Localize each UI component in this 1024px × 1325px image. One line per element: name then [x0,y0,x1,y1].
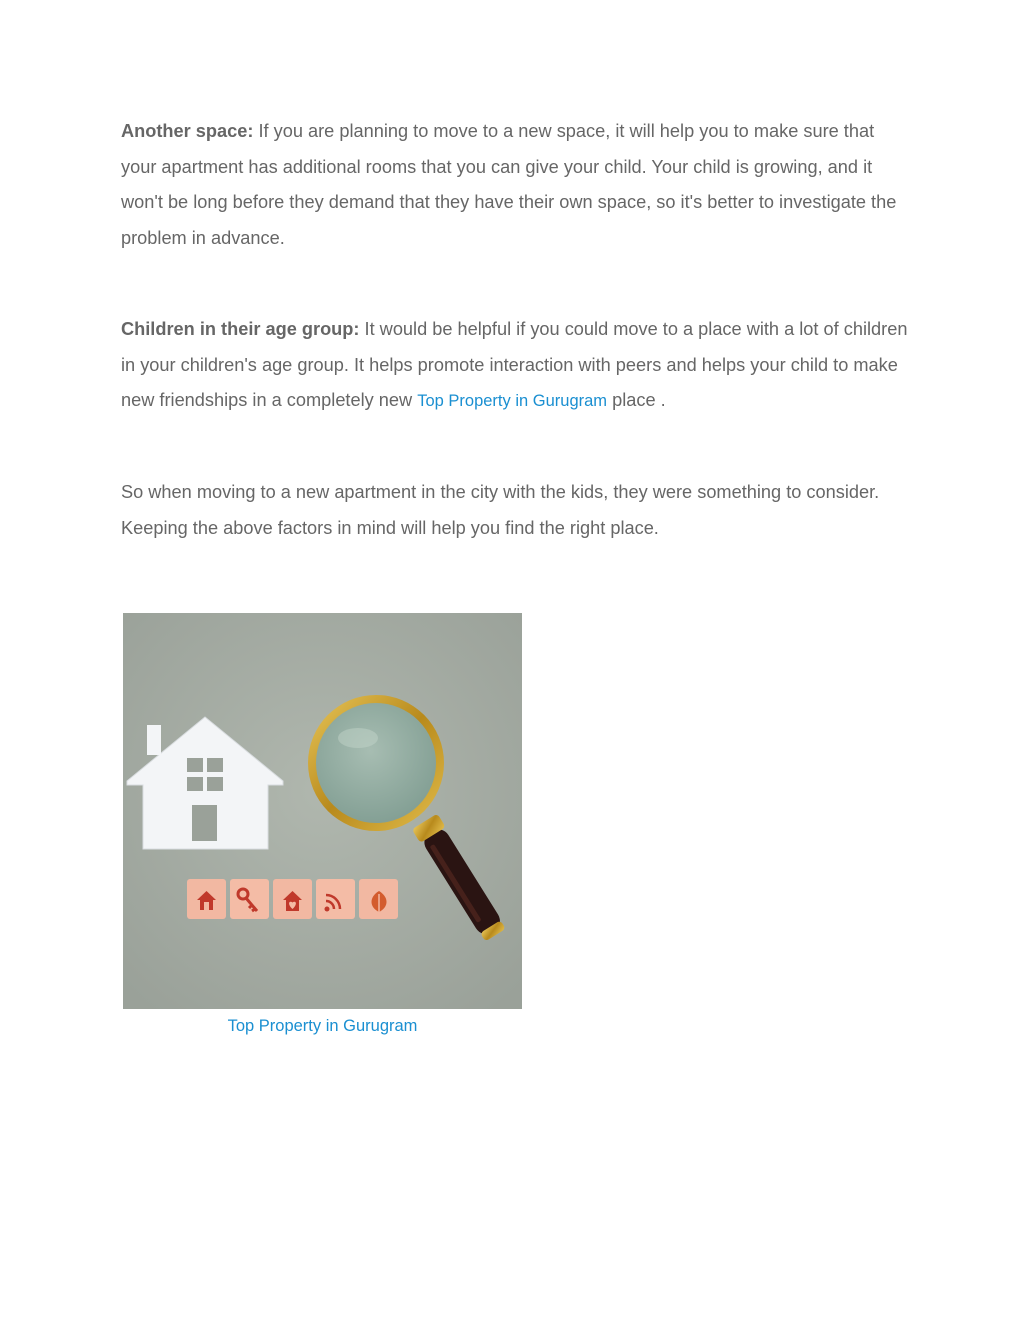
top-property-link[interactable]: Top Property in Gurugram [417,392,608,410]
paragraph-children-age-group [121,312,911,420]
paragraph-conclusion [121,475,911,546]
paragraph-another-space [121,114,911,256]
paragraph-text-end: place . [607,390,666,410]
paragraph-heading: Children in their age group: [121,319,360,339]
paragraph-text: So when moving to a new apartment in the city with the kids, they were something to consider. Keeping the above factors in mind will help you find the right place. [121,482,880,538]
icon-blocks [187,879,398,919]
figure-caption-link[interactable]: Top Property in Gurugram [227,1017,418,1035]
paragraph-heading: Another space: [121,121,254,141]
paragraph-text: If you are planning to move to a new space, it will help you to make sure that your apartment has additional rooms that you can give your child. Your child is growing, and it won't be long before they demand that they have their own space, so it's better to investigate the problem in advance. [121,121,897,248]
house-magnifier-photo [123,613,522,1009]
property-figure [123,613,522,1036]
paragraph-text: It would be helpful if you could move to a place with a lot of children in your children's age group. It helps promote interaction with peers and helps your child to make new friendships in a completely new [121,319,908,410]
